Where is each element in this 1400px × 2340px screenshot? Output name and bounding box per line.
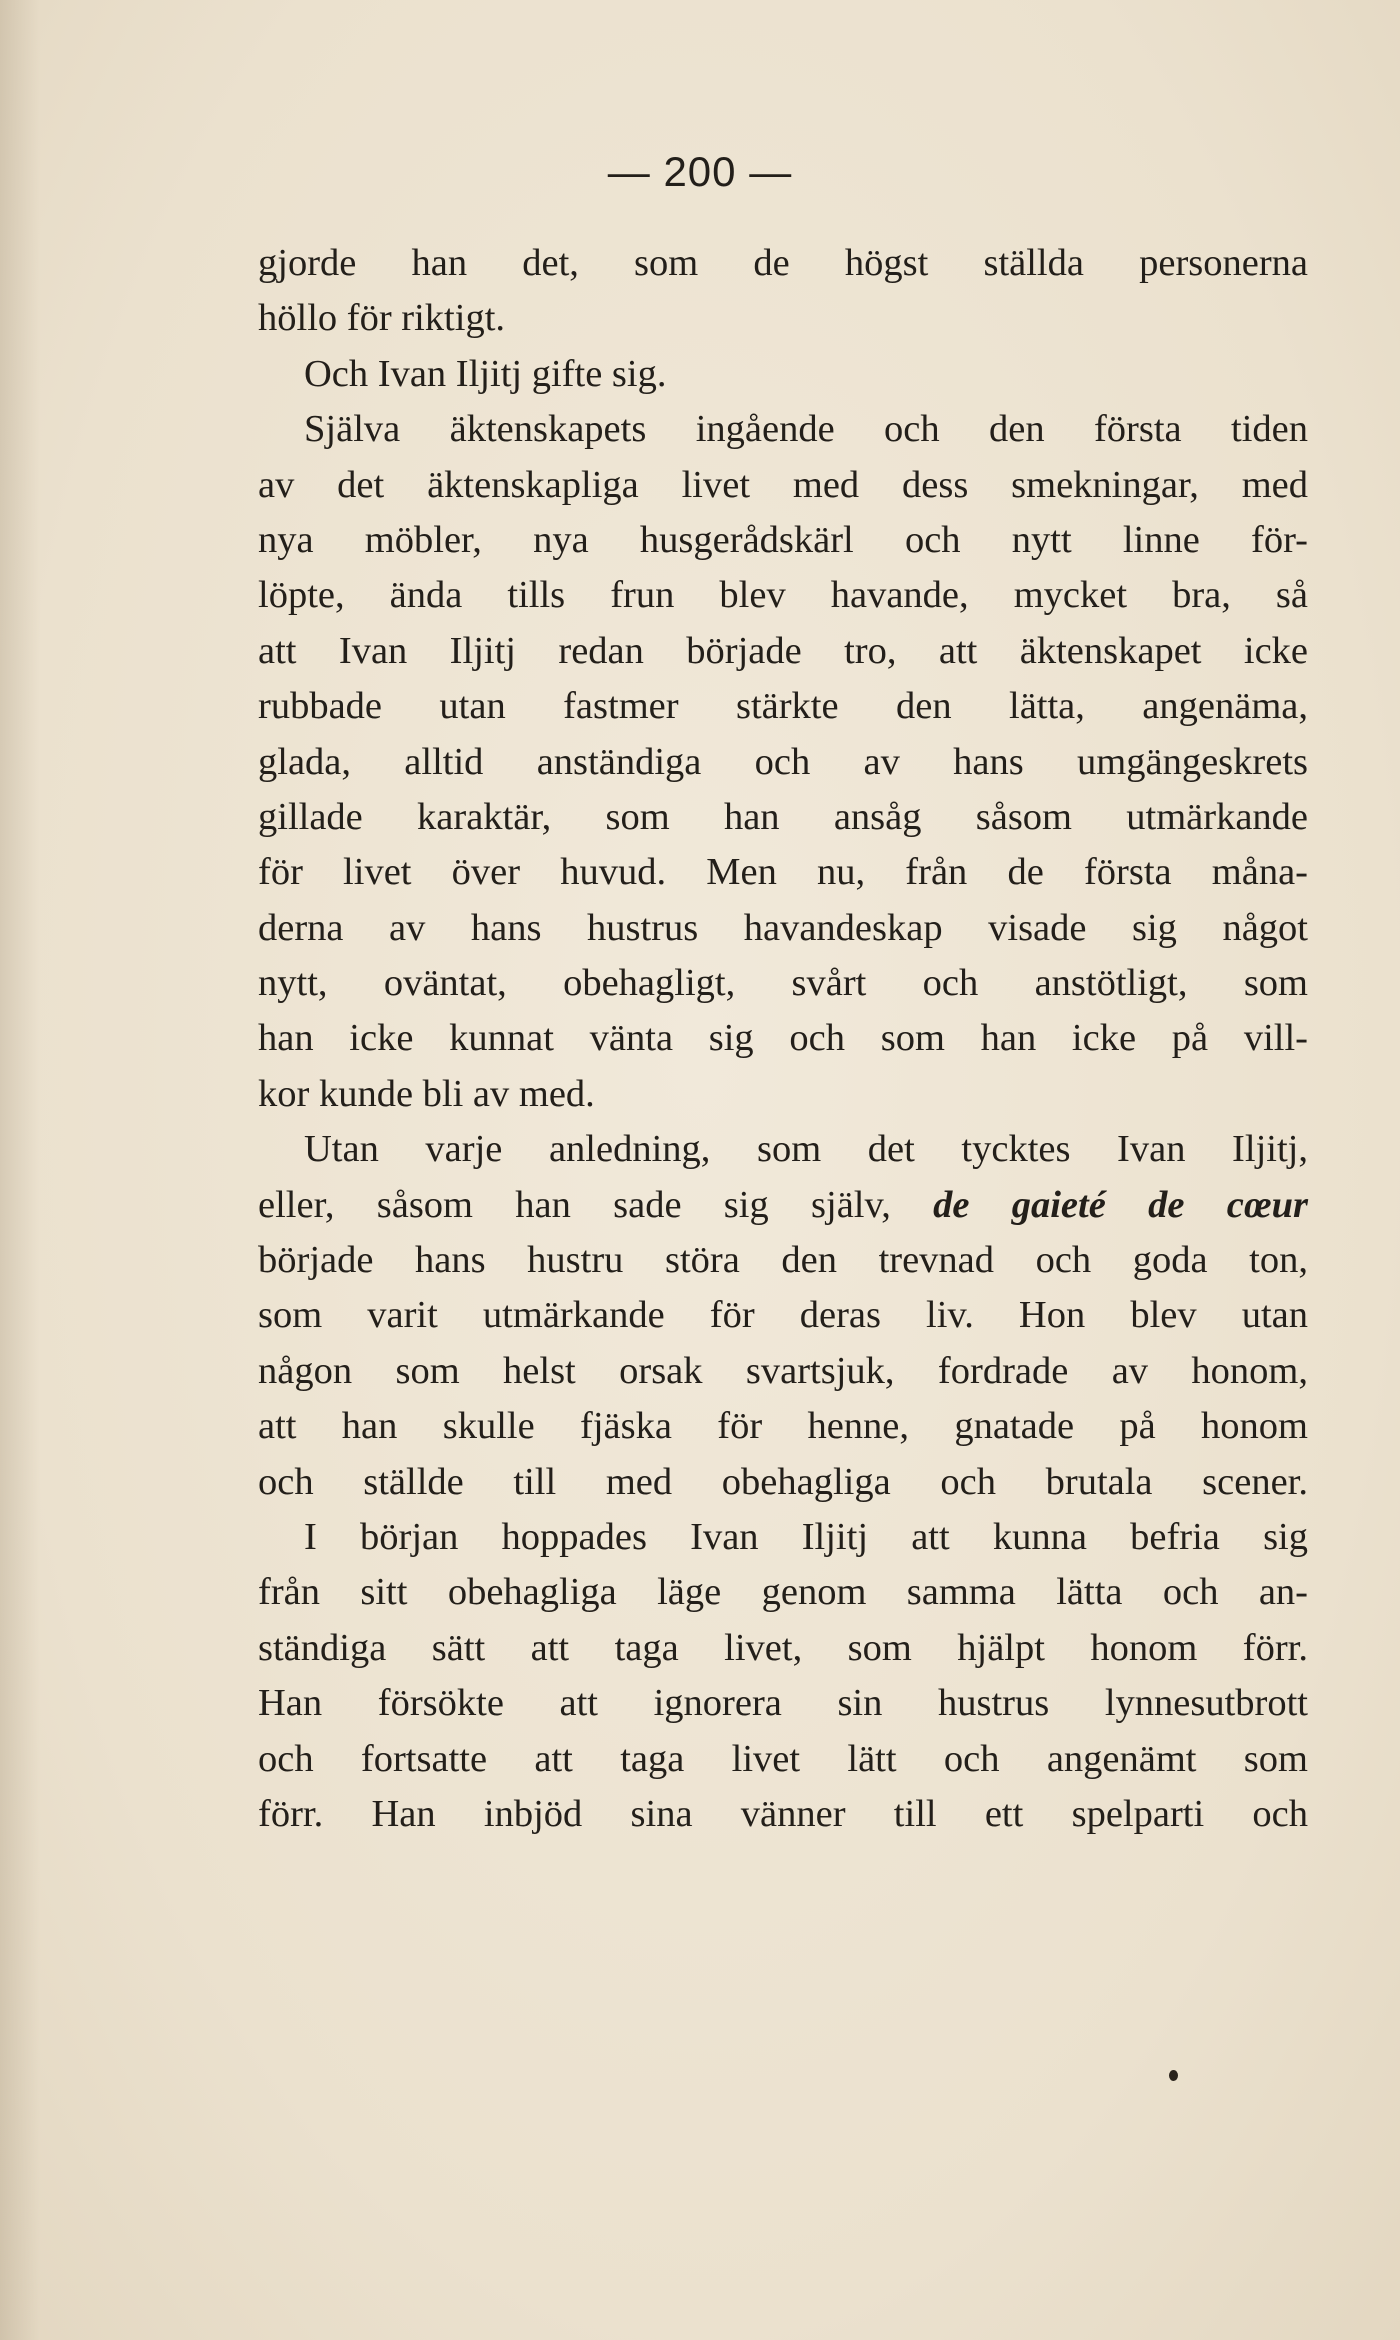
text-line: Utan varje anledning, som det tycktes Ivan Iljitj,	[304, 1128, 1308, 1171]
text-line: och fortsatte att taga livet lätt och angenämt som	[258, 1737, 1308, 1780]
text-line: gjorde han det, som de högst ställda personerna	[258, 242, 1308, 284]
text-line: gillade karaktär, som han ansåg såsom utmärkande	[258, 795, 1308, 838]
text-line: och ställde till med obehagliga och brutala scener.	[258, 1460, 1308, 1503]
text-line: nytt, oväntat, obehagligt, svårt och anstötligt, som	[258, 962, 1308, 1005]
page-number: — 200 —	[607, 148, 793, 195]
text-line: att Ivan Iljitj redan började tro, att äktenskapet icke	[258, 629, 1308, 672]
printer-mark	[1169, 2070, 1178, 2081]
text-line: som varit utmärkande för deras liv. Hon blev utan	[258, 1294, 1308, 1337]
text-line: han icke kunnat vänta sig och som han icke på vill-	[258, 1017, 1308, 1060]
text-line: att han skulle fjäska för henne, gnatade på honom	[258, 1405, 1308, 1448]
text-line: eller, såsom han sade sig själv, de gaieté de cœur	[258, 1183, 1308, 1226]
text-line: rubbade utan fastmer stärkte den lätta, angenäma,	[258, 685, 1308, 728]
text-line: höllo för riktigt.	[258, 297, 506, 340]
italic-phrase: de gaieté de cœur	[933, 1183, 1308, 1226]
text-line: för livet över huvud. Men nu, från de första måna-	[258, 851, 1308, 894]
text-line: började hans hustru störa den trevnad och goda ton,	[258, 1239, 1308, 1282]
text-line: Själva äktenskapets ingående och den första tiden	[304, 408, 1308, 451]
text-line: Han försökte att ignorera sin hustrus lynnesutbrott	[258, 1682, 1308, 1725]
text-line: ständiga sätt att taga livet, som hjälpt honom förr.	[258, 1626, 1308, 1669]
text-line: kor kunde bli av med.	[258, 1072, 595, 1115]
text-line: från sitt obehagliga läge genom samma lätta och an-	[258, 1571, 1308, 1614]
text-line: derna av hans hustrus havandeskap visade sig något	[258, 906, 1308, 949]
text-line: nya möbler, nya husgerådskärl och nytt linne för-	[258, 518, 1308, 561]
text-line: av det äktenskapliga livet med dess smekningar, med	[258, 463, 1308, 506]
text-line: glada, alltid anständiga och av hans umgängeskrets	[258, 740, 1308, 783]
text-line: förr. Han inbjöd sina vänner till ett spelparti och	[258, 1792, 1308, 1835]
gutter-shadow	[0, 0, 40, 2340]
text-line: Och Ivan Iljitj gifte sig.	[304, 352, 667, 395]
text-line: I början hoppades Ivan Iljitj att kunna befria sig	[304, 1515, 1308, 1558]
text-line: någon som helst orsak svartsjuk, fordrade av honom,	[258, 1349, 1308, 1392]
text-line: löpte, ända tills frun blev havande, mycket bra, så	[258, 574, 1308, 617]
body-text	[258, 236, 1308, 1842]
